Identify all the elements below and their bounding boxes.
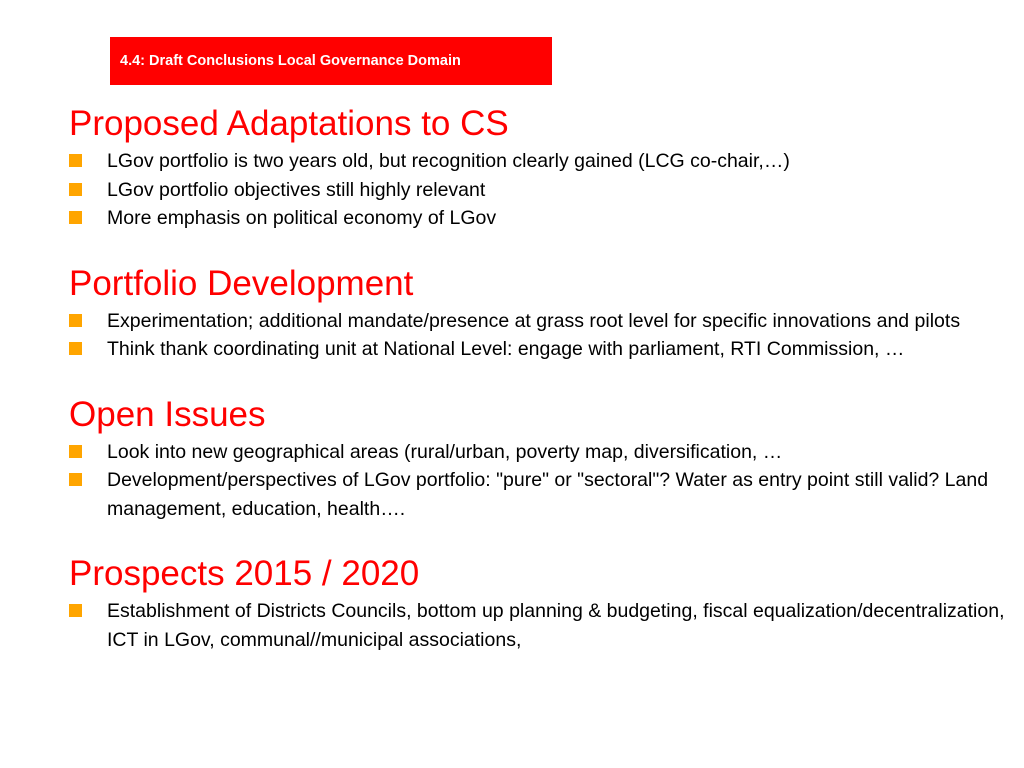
section-spacer (69, 364, 1009, 392)
bullet-text: Think thank coordinating unit at National Level: engage with parliament, RTI Commission, … (107, 338, 905, 360)
bullet-item (69, 438, 1009, 467)
bullet-text: More emphasis on political economy of LGov (107, 207, 497, 229)
bullet-list (69, 307, 1009, 364)
section-spacer (69, 233, 1009, 261)
square-bullet-icon (69, 473, 82, 486)
bullet-list (69, 597, 1009, 654)
bullet-item (69, 176, 1009, 205)
bullet-item (69, 335, 1009, 364)
bullet-item (69, 466, 1009, 523)
section-heading: Portfolio Development (69, 263, 414, 303)
slide-title-banner: 4.4: Draft Conclusions Local Governance Domain (110, 37, 552, 85)
slide-content (69, 101, 1009, 654)
bullet-text: Development/perspectives of LGov portfolio: "pure" or "sectoral"? Water as entry point still valid? Land management, education, health…. (107, 469, 989, 520)
bullet-list (69, 147, 1009, 233)
bullet-item (69, 307, 1009, 336)
square-bullet-icon (69, 211, 82, 224)
bullet-item (69, 597, 1009, 654)
section-heading: Proposed Adaptations to CS (69, 104, 509, 143)
section-prospects (69, 551, 1009, 654)
square-bullet-icon (69, 342, 82, 355)
bullet-text: Look into new geographical areas (rural/urban, poverty map, diversification, … (107, 440, 783, 463)
section-heading: Prospects 2015 / 2020 (69, 554, 420, 593)
bullet-text: LGov portfolio objectives still highly relevant (107, 178, 486, 201)
section-proposed-adaptations (69, 101, 1009, 233)
square-bullet-icon (69, 183, 82, 196)
square-bullet-icon (69, 154, 82, 167)
bullet-text: Experimentation; additional mandate/presence at grass root level for specific innovations and pilots (107, 309, 961, 332)
square-bullet-icon (69, 604, 82, 617)
section-heading: Open Issues (69, 394, 266, 434)
bullet-item (69, 204, 1009, 233)
square-bullet-icon (69, 314, 82, 327)
bullet-list (69, 438, 1009, 524)
section-spacer (69, 523, 1009, 551)
bullet-item (69, 147, 1009, 176)
bullet-text: LGov portfolio is two years old, but recognition clearly gained (LCG co-chair,…) (107, 150, 790, 172)
square-bullet-icon (69, 445, 82, 458)
section-open-issues (69, 392, 1009, 524)
bullet-text: Establishment of Districts Councils, bottom up planning & budgeting, fiscal equalization/decentralization, ICT in LGov, communal//municipal associations, (107, 600, 1005, 651)
section-portfolio-development (69, 261, 1009, 364)
